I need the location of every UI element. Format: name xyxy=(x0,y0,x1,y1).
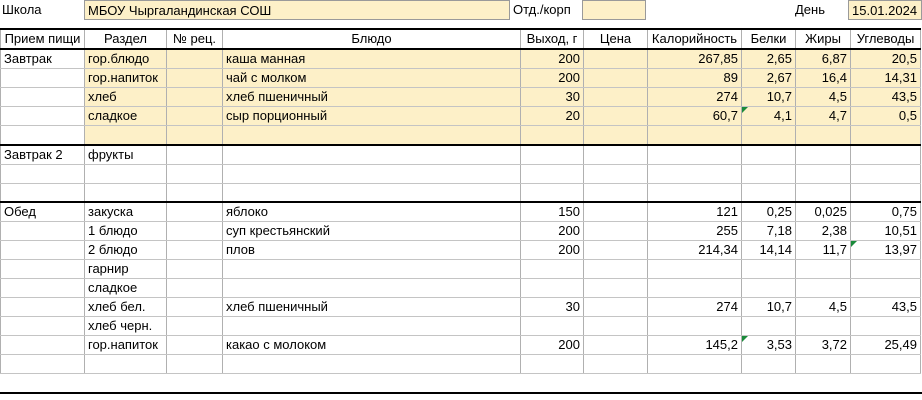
dish-cell[interactable] xyxy=(223,164,521,183)
kcal-cell[interactable] xyxy=(648,317,742,336)
dish-cell[interactable]: плов xyxy=(223,241,521,260)
table-row xyxy=(1,49,921,69)
table-row xyxy=(1,202,921,222)
col-meal-header[interactable]: Прием пищи xyxy=(1,29,85,49)
section-cell[interactable]: сладкое xyxy=(85,279,167,298)
dish-cell[interactable] xyxy=(223,145,521,165)
date-cell[interactable]: 15.01.2024 xyxy=(848,0,922,20)
section-cell[interactable] xyxy=(85,183,167,202)
protein-cell[interactable] xyxy=(742,279,796,298)
dish-cell[interactable] xyxy=(223,279,521,298)
yield-cell[interactable]: 200 xyxy=(521,69,584,88)
yield-cell[interactable] xyxy=(521,279,584,298)
recipe-cell[interactable] xyxy=(167,126,223,145)
carbs-cell[interactable]: 10,51 xyxy=(851,222,921,241)
meal-cell[interactable] xyxy=(1,183,85,202)
fat-cell[interactable]: 16,4 xyxy=(796,69,851,88)
yield-cell[interactable] xyxy=(521,164,584,183)
menu-table xyxy=(0,28,921,374)
school-name-cell[interactable]: МБОУ Чыргаландинская СОШ xyxy=(84,0,510,20)
dish-cell[interactable]: чай с молком xyxy=(223,69,521,88)
meal-cell[interactable] xyxy=(1,260,85,279)
section-cell[interactable]: сладкое xyxy=(85,107,167,126)
recipe-cell[interactable] xyxy=(167,222,223,241)
dish-cell[interactable]: яблоко xyxy=(223,202,521,222)
yield-cell[interactable] xyxy=(521,126,584,145)
carbs-cell[interactable] xyxy=(851,183,921,202)
kcal-cell[interactable] xyxy=(648,260,742,279)
fat-cell[interactable]: 11,7 xyxy=(796,241,851,260)
protein-cell[interactable] xyxy=(742,145,796,165)
yield-cell[interactable]: 200 xyxy=(521,241,584,260)
comment-marker-icon xyxy=(851,241,857,247)
meal-cell[interactable] xyxy=(1,222,85,241)
meal-cell[interactable] xyxy=(1,336,85,355)
price-cell[interactable] xyxy=(584,107,648,126)
col-price-header[interactable]: Цена xyxy=(584,29,648,49)
price-cell[interactable] xyxy=(584,241,648,260)
carbs-cell[interactable] xyxy=(851,164,921,183)
dish-cell[interactable]: суп крестьянский xyxy=(223,222,521,241)
yield-cell[interactable]: 200 xyxy=(521,49,584,69)
school-label: Школа xyxy=(2,2,42,17)
table-row xyxy=(1,126,921,145)
yield-cell[interactable]: 30 xyxy=(521,298,584,317)
recipe-cell[interactable] xyxy=(167,202,223,222)
fat-cell[interactable]: 4,7 xyxy=(796,107,851,126)
bottom-border xyxy=(0,392,922,394)
yield-cell[interactable] xyxy=(521,355,584,374)
col-dish-header[interactable]: Блюдо xyxy=(223,29,521,49)
comment-marker-icon xyxy=(742,336,748,342)
section-cell[interactable]: 1 блюдо xyxy=(85,222,167,241)
price-cell[interactable] xyxy=(584,69,648,88)
dish-cell[interactable] xyxy=(223,355,521,374)
section-cell[interactable]: гарнир xyxy=(85,260,167,279)
section-cell[interactable]: закуска xyxy=(85,202,167,222)
meal-cell[interactable] xyxy=(1,88,85,107)
kcal-cell[interactable]: 89 xyxy=(648,69,742,88)
yield-cell[interactable]: 30 xyxy=(521,88,584,107)
kcal-cell[interactable] xyxy=(648,183,742,202)
fat-cell[interactable] xyxy=(796,183,851,202)
table-row xyxy=(1,279,921,298)
recipe-cell[interactable] xyxy=(167,298,223,317)
yield-cell[interactable]: 200 xyxy=(521,336,584,355)
section-cell[interactable]: гор.напиток xyxy=(85,69,167,88)
carbs-cell[interactable]: 0,5 xyxy=(851,107,921,126)
fat-cell[interactable]: 4,5 xyxy=(796,298,851,317)
table-row xyxy=(1,183,921,202)
meal-cell[interactable] xyxy=(1,298,85,317)
recipe-cell[interactable] xyxy=(167,69,223,88)
meal-cell[interactable] xyxy=(1,279,85,298)
column-header-row xyxy=(1,29,921,49)
protein-cell[interactable] xyxy=(742,336,796,355)
protein-cell[interactable]: 2,65 xyxy=(742,49,796,69)
price-cell[interactable] xyxy=(584,126,648,145)
day-label: День xyxy=(795,2,825,17)
dish-cell[interactable] xyxy=(223,126,521,145)
price-cell[interactable] xyxy=(584,260,648,279)
protein-cell[interactable]: 0,25 xyxy=(742,202,796,222)
section-cell[interactable]: хлеб xyxy=(85,88,167,107)
yield-cell[interactable] xyxy=(521,317,584,336)
fat-cell[interactable]: 6,87 xyxy=(796,49,851,69)
section-cell[interactable]: гор.напиток xyxy=(85,336,167,355)
meal-cell[interactable]: Завтрак xyxy=(1,49,85,69)
dept-cell[interactable] xyxy=(582,0,646,20)
carbs-cell[interactable] xyxy=(851,355,921,374)
col-recipe-header[interactable]: № рец. xyxy=(167,29,223,49)
yield-cell[interactable]: 150 xyxy=(521,202,584,222)
carbs-cell[interactable] xyxy=(851,241,921,260)
price-cell[interactable] xyxy=(584,298,648,317)
meal-cell[interactable]: Завтрак 2 xyxy=(1,145,85,165)
recipe-cell[interactable] xyxy=(167,88,223,107)
price-cell[interactable] xyxy=(584,336,648,355)
meal-cell[interactable] xyxy=(1,164,85,183)
col-carbs-header[interactable]: Углеводы xyxy=(851,29,921,49)
protein-cell[interactable]: 2,67 xyxy=(742,69,796,88)
sheet-header xyxy=(0,0,922,20)
dish-cell[interactable]: каша манная xyxy=(223,49,521,69)
protein-cell[interactable]: 10,7 xyxy=(742,88,796,107)
carbs-cell[interactable]: 25,49 xyxy=(851,336,921,355)
kcal-cell[interactable]: 255 xyxy=(648,222,742,241)
carbs-cell[interactable]: 43,5 xyxy=(851,298,921,317)
table-row xyxy=(1,336,921,355)
carbs-cell[interactable] xyxy=(851,260,921,279)
dish-cell[interactable]: сыр порционный xyxy=(223,107,521,126)
table-row xyxy=(1,88,921,107)
carbs-cell[interactable] xyxy=(851,126,921,145)
protein-cell[interactable] xyxy=(742,107,796,126)
fat-cell[interactable] xyxy=(796,355,851,374)
col-section-header[interactable]: Раздел xyxy=(85,29,167,49)
protein-cell[interactable]: 10,7 xyxy=(742,298,796,317)
price-cell[interactable] xyxy=(584,222,648,241)
kcal-cell[interactable]: 121 xyxy=(648,202,742,222)
price-cell[interactable] xyxy=(584,202,648,222)
fat-cell[interactable]: 4,5 xyxy=(796,88,851,107)
kcal-cell[interactable]: 60,7 xyxy=(648,107,742,126)
kcal-cell[interactable] xyxy=(648,126,742,145)
recipe-cell[interactable] xyxy=(167,279,223,298)
price-cell[interactable] xyxy=(584,279,648,298)
price-cell[interactable] xyxy=(584,183,648,202)
kcal-cell[interactable]: 145,2 xyxy=(648,336,742,355)
fat-cell[interactable] xyxy=(796,260,851,279)
section-cell[interactable] xyxy=(85,164,167,183)
kcal-cell[interactable] xyxy=(648,145,742,165)
recipe-cell[interactable] xyxy=(167,336,223,355)
table-row xyxy=(1,222,921,241)
fat-cell[interactable] xyxy=(796,145,851,165)
yield-cell[interactable]: 20 xyxy=(521,107,584,126)
section-cell[interactable]: хлеб черн. xyxy=(85,317,167,336)
meal-cell[interactable] xyxy=(1,69,85,88)
recipe-cell[interactable] xyxy=(167,260,223,279)
col-fat-header[interactable]: Жиры xyxy=(796,29,851,49)
cell-text: 13,97 xyxy=(884,242,917,257)
protein-cell[interactable] xyxy=(742,260,796,279)
fat-cell[interactable]: 2,38 xyxy=(796,222,851,241)
recipe-cell[interactable] xyxy=(167,107,223,126)
carbs-cell[interactable] xyxy=(851,317,921,336)
recipe-cell[interactable] xyxy=(167,355,223,374)
dept-label: Отд./корп xyxy=(513,2,571,17)
kcal-cell[interactable]: 267,85 xyxy=(648,49,742,69)
fat-cell[interactable] xyxy=(796,164,851,183)
protein-cell[interactable] xyxy=(742,317,796,336)
kcal-cell[interactable] xyxy=(648,164,742,183)
fat-cell[interactable]: 0,025 xyxy=(796,202,851,222)
col-kcal-header[interactable]: Калорийность xyxy=(648,29,742,49)
cell-text: 4,1 xyxy=(773,108,792,123)
protein-cell[interactable]: 14,14 xyxy=(742,241,796,260)
section-cell[interactable] xyxy=(85,126,167,145)
price-cell[interactable] xyxy=(584,164,648,183)
kcal-cell[interactable] xyxy=(648,355,742,374)
recipe-cell[interactable] xyxy=(167,145,223,165)
yield-cell[interactable]: 200 xyxy=(521,222,584,241)
dish-cell[interactable]: хлеб пшеничный xyxy=(223,88,521,107)
col-yield-header[interactable]: Выход, г xyxy=(521,29,584,49)
fat-cell[interactable]: 3,72 xyxy=(796,336,851,355)
kcal-cell[interactable]: 274 xyxy=(648,88,742,107)
protein-cell[interactable] xyxy=(742,355,796,374)
meal-cell[interactable] xyxy=(1,107,85,126)
table-row xyxy=(1,145,921,165)
carbs-cell[interactable]: 20,5 xyxy=(851,49,921,69)
table-row xyxy=(1,260,921,279)
kcal-cell[interactable] xyxy=(648,279,742,298)
dish-cell[interactable]: какао с молоком xyxy=(223,336,521,355)
section-cell[interactable] xyxy=(85,355,167,374)
table-row xyxy=(1,164,921,183)
meal-cell[interactable] xyxy=(1,126,85,145)
protein-cell[interactable] xyxy=(742,183,796,202)
carbs-cell[interactable]: 43,5 xyxy=(851,88,921,107)
dish-cell[interactable] xyxy=(223,183,521,202)
recipe-cell[interactable] xyxy=(167,241,223,260)
carbs-cell[interactable] xyxy=(851,145,921,165)
section-cell[interactable]: фрукты xyxy=(85,145,167,165)
recipe-cell[interactable] xyxy=(167,49,223,69)
section-cell[interactable]: гор.блюдо xyxy=(85,49,167,69)
protein-cell[interactable] xyxy=(742,126,796,145)
meal-cell[interactable]: Обед xyxy=(1,202,85,222)
table-row xyxy=(1,107,921,126)
carbs-cell[interactable] xyxy=(851,279,921,298)
kcal-cell[interactable]: 214,34 xyxy=(648,241,742,260)
table-row xyxy=(1,298,921,317)
yield-cell[interactable] xyxy=(521,183,584,202)
col-protein-header[interactable]: Белки xyxy=(742,29,796,49)
meal-cell[interactable] xyxy=(1,317,85,336)
cell-text: 3,53 xyxy=(766,337,792,352)
section-cell[interactable]: хлеб бел. xyxy=(85,298,167,317)
price-cell[interactable] xyxy=(584,88,648,107)
price-cell[interactable] xyxy=(584,49,648,69)
table-row xyxy=(1,355,921,374)
table-row xyxy=(1,69,921,88)
carbs-cell[interactable]: 0,75 xyxy=(851,202,921,222)
yield-cell[interactable] xyxy=(521,260,584,279)
dish-cell[interactable] xyxy=(223,317,521,336)
dish-cell[interactable] xyxy=(223,260,521,279)
yield-cell[interactable] xyxy=(521,145,584,165)
protein-cell[interactable]: 7,18 xyxy=(742,222,796,241)
price-cell[interactable] xyxy=(584,355,648,374)
section-cell[interactable]: 2 блюдо xyxy=(85,241,167,260)
carbs-cell[interactable]: 14,31 xyxy=(851,69,921,88)
kcal-cell[interactable]: 274 xyxy=(648,298,742,317)
table-row xyxy=(1,241,921,260)
protein-cell[interactable] xyxy=(742,164,796,183)
recipe-cell[interactable] xyxy=(167,164,223,183)
recipe-cell[interactable] xyxy=(167,183,223,202)
dish-cell[interactable]: хлеб пшеничный xyxy=(223,298,521,317)
fat-cell[interactable] xyxy=(796,279,851,298)
fat-cell[interactable] xyxy=(796,126,851,145)
meal-cell[interactable] xyxy=(1,241,85,260)
comment-marker-icon xyxy=(742,107,748,113)
price-cell[interactable] xyxy=(584,145,648,165)
fat-cell[interactable] xyxy=(796,317,851,336)
price-cell[interactable] xyxy=(584,317,648,336)
recipe-cell[interactable] xyxy=(167,317,223,336)
meal-cell[interactable] xyxy=(1,355,85,374)
table-row xyxy=(1,317,921,336)
